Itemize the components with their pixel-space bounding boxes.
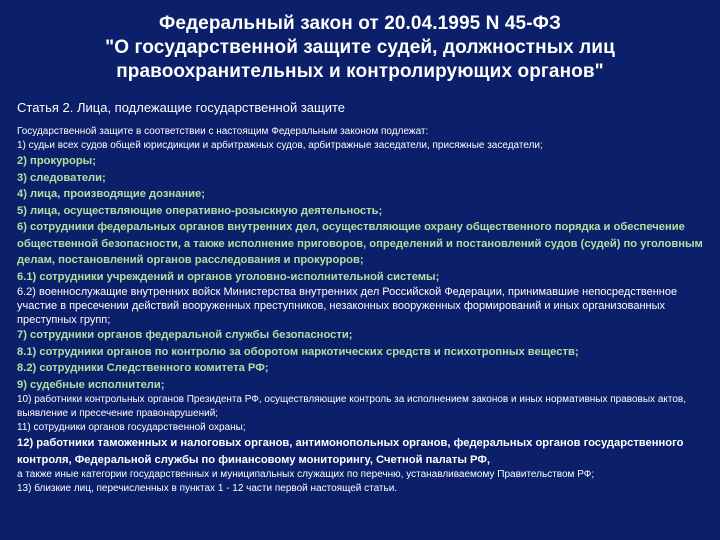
article-item: 6.1) сотрудники учреждений и органов уголовно-исполнительной системы; bbox=[17, 270, 440, 283]
title-line-3: правоохранительных и контролирующих органов" bbox=[116, 61, 604, 82]
article-item: 12) работники таможенных и налоговых органов, антимонопольных органов, федеральных органов государственного контроля, Федеральной службы по финансовому мониторингу, Счетной палаты РФ, bbox=[17, 437, 684, 466]
article-item: 10) работники контрольных органов Президента РФ, осуществляющие контроль за исполнением законов и иных нормативных правовых актов, выявление и пресечение правонарушений; bbox=[17, 394, 687, 419]
article-item: 13) близкие лиц, перечисленных в пунктах 1 - 12 части первой настоящей статьи. bbox=[17, 483, 398, 494]
article-heading: Статья 2. Лица, подлежащие государственной защите bbox=[17, 100, 346, 115]
article-item: 8.2) сотрудники Следственного комитета РФ; bbox=[17, 362, 269, 374]
article-item: 7) сотрудники органов федеральной службы безопасности; bbox=[17, 329, 353, 341]
article-item: 4) лица, производящие дознание; bbox=[17, 188, 205, 200]
title-line-1: Федеральный закон от 20.04.1995 N 45-ФЗ bbox=[159, 13, 561, 34]
article-item: 11) сотрудники органов государственной охраны; bbox=[17, 422, 246, 433]
article-item: 2) прокуроры; bbox=[17, 155, 96, 167]
article-item: 1) судьи всех судов общей юрисдикции и арбитражных судов, арбитражные заседатели, присяжные заседатели; bbox=[17, 140, 543, 151]
article-item: 5) лица, осуществляющие оперативно-розыскную деятельность; bbox=[17, 204, 383, 217]
article-body bbox=[17, 125, 707, 496]
article-item: 9) судебные исполнители; bbox=[17, 378, 165, 391]
page-title bbox=[0, 12, 720, 84]
article-item: 6.2) военнослужащие внутренних войск Министерства внутренних дел Российской Федерации, принимавшие непосредственное участие в пресечении действий вооруженных преступников, незаконных вооруженных формирований и иных организованных преступных групп; bbox=[17, 286, 678, 326]
article-item: а также иные категории государственных и муниципальных служащих по перечню, устанавливаемому Правительством РФ; bbox=[17, 469, 595, 480]
title-line-2: "О государственной защите судей, должностных лиц bbox=[105, 37, 615, 58]
article-item: 8.1) сотрудники органов по контролю за оборотом наркотических средств и психотропных веществ; bbox=[17, 345, 579, 358]
article-item: Государственной защите в соответствии с настоящим Федеральным законом подлежат: bbox=[17, 126, 429, 137]
article-item: 3) следователи; bbox=[17, 171, 106, 184]
article-item: 6) сотрудники федеральных органов внутренних дел, осуществляющие охрану общественного порядка и обеспечение общественной безопасности, а также исполнение приговоров, определений и постановлений судов (судей) по уголовным делам, постановлений органов расследования и прокуроров; bbox=[17, 221, 703, 266]
